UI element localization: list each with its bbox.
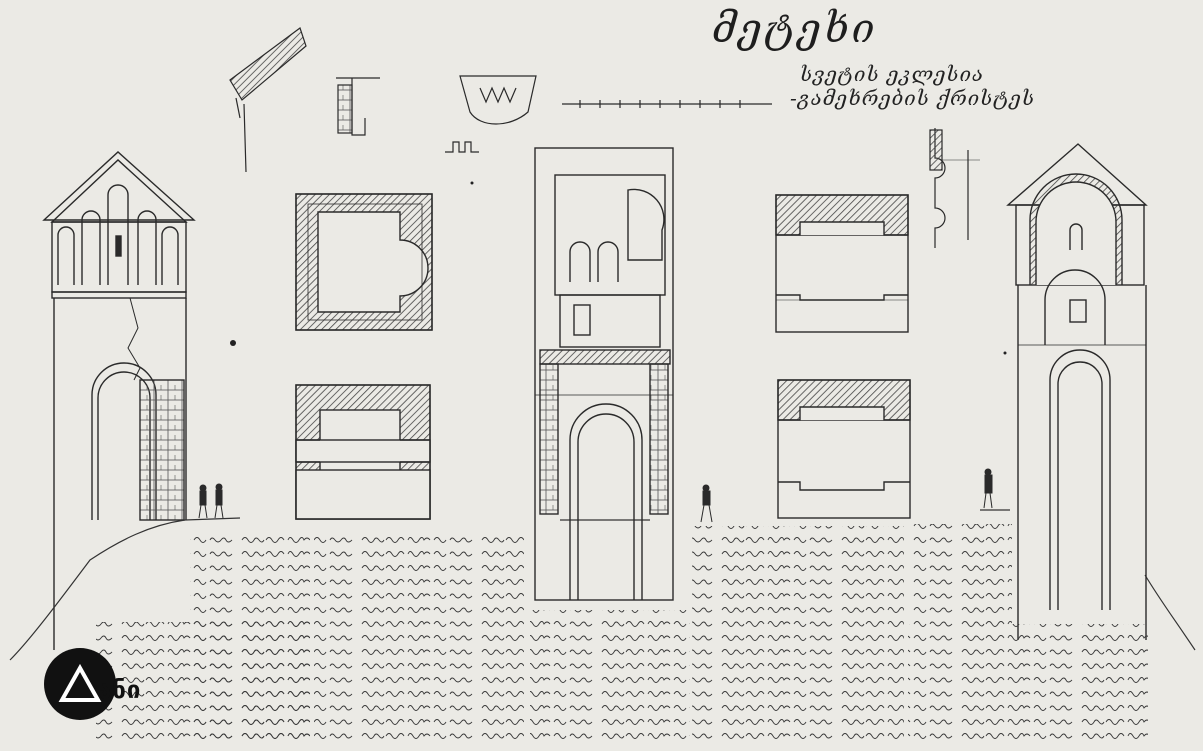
sheet-title: მეტეხი — [712, 6, 878, 52]
lower-floor-plan — [296, 385, 430, 519]
central-section — [535, 148, 673, 600]
logo-text: ანი — [98, 676, 142, 704]
right-lower-plan — [778, 380, 910, 518]
right-upper-plan — [776, 195, 908, 332]
sheet-subtitle-2: -გამეხრების ქრისტეს — [790, 86, 1035, 110]
left-tower-elevation — [44, 152, 194, 650]
upper-floor-plan — [296, 194, 432, 330]
handwritten-text-blocks — [96, 524, 1148, 746]
right-tower-section — [1008, 144, 1146, 640]
sheet-subtitle-1: სვეტის ეკლესია — [800, 62, 984, 86]
